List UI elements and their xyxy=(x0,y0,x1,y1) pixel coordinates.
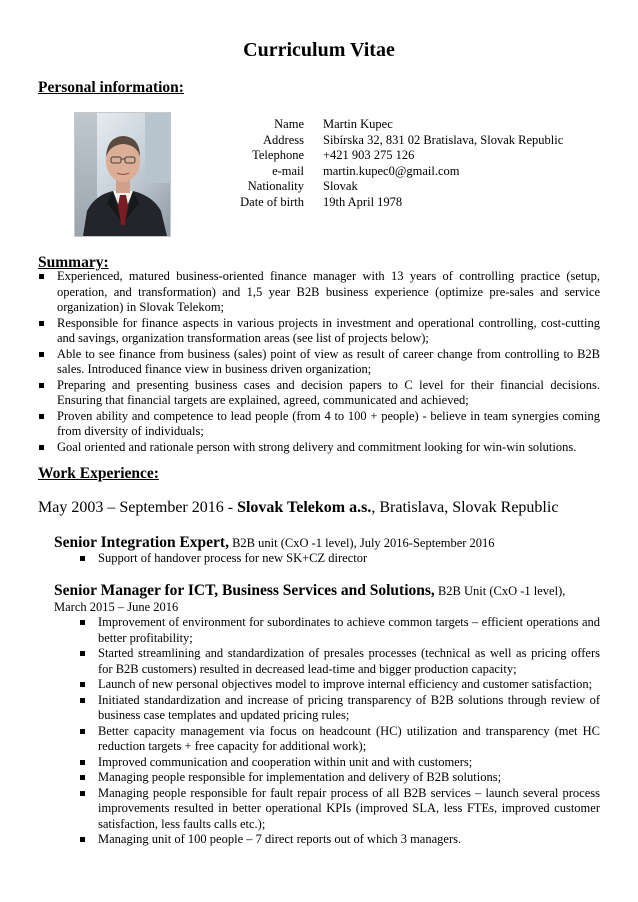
job-item-text: Launch of new personal objectives model to improve internal efficiency and customer satisfaction; xyxy=(98,677,593,691)
portrait-photo-icon xyxy=(75,113,170,236)
bullet-square-icon xyxy=(39,445,44,450)
job-item xyxy=(79,786,600,833)
personal-info-table xyxy=(200,117,563,211)
job-item-text: Managing unit of 100 people – 7 direct reports out of which 3 managers. xyxy=(98,832,462,846)
bullet-square-icon xyxy=(80,760,85,765)
employer-location: , Bratislava, Slovak Republic xyxy=(371,499,559,516)
summary-item xyxy=(38,347,600,378)
summary-item xyxy=(38,316,600,347)
job-item xyxy=(79,724,600,755)
job-item xyxy=(79,755,600,771)
summary-item xyxy=(38,378,600,409)
summary-item-text: Preparing and presenting business cases and decision papers to C level for their financial decisions. Ensuring that financial targets are explained, agreed, communicated and achieved; xyxy=(57,377,600,407)
job-heading xyxy=(54,583,600,615)
bullet-square-icon xyxy=(80,698,85,703)
nationality-label: Nationality xyxy=(247,179,304,194)
summary-item-text: Proven ability and competence to lead people (from 4 to 100 + people) - believe in team synergies coming from diversity of individuals; xyxy=(57,408,600,438)
date-of-birth-label: Date of birth xyxy=(240,194,304,209)
job-item xyxy=(79,677,600,693)
summary-list xyxy=(38,269,600,455)
job-title: Senior Manager for ICT, Business Services and Solutions, xyxy=(54,582,435,599)
job-item-text: Improved communication and cooperation within unit and with customers; xyxy=(98,754,473,769)
bullet-square-icon xyxy=(80,729,85,734)
job-item-text: Started streamlining and standardization of presales processes (technical as well as pricing offers for B2B customers) resulted in decreased lead-time and bigger production capacity; xyxy=(98,646,600,676)
job-title: Senior Integration Expert, xyxy=(54,534,229,551)
bullet-square-icon xyxy=(80,775,85,780)
job-item-text: Initiated standardization and increase of pricing transparency of B2B solutions through review of business case templates and updated pricing rules; xyxy=(98,692,600,722)
job-item-text: Managing people responsible for implementation and delivery of B2B solutions; xyxy=(98,770,502,784)
info-row-name xyxy=(200,117,563,133)
bullet-square-icon xyxy=(80,791,85,796)
personal-information-heading: Personal information: xyxy=(38,79,184,96)
telephone-value: +421 903 275 126 xyxy=(323,148,415,163)
job-item xyxy=(79,646,600,677)
job-item xyxy=(79,770,600,786)
job-item xyxy=(79,693,600,724)
info-row-address xyxy=(200,133,563,149)
bullet-square-icon xyxy=(39,352,44,357)
address-value: Sibírska 32, 831 02 Bratislava, Slovak Republic xyxy=(323,132,564,147)
address-label: Address xyxy=(263,132,304,147)
job-item xyxy=(79,615,600,646)
bullet-square-icon xyxy=(39,414,44,419)
bullet-square-icon xyxy=(80,837,85,842)
summary-heading: Summary: xyxy=(38,254,109,271)
summary-item-text: Goal oriented and rationale person with strong delivery and commitment looking for win-win solutions. xyxy=(57,439,577,454)
job-item-text: Better capacity management via focus on headcount (HC) utilization and transparency (met HC reduction targets + free capacity for additional work); xyxy=(98,723,600,753)
employer-company: Slovak Telekom a.s. xyxy=(237,499,372,516)
job-item-text: Managing people responsible for fault repair process of all B2B services – launch several process improvements resulted in better operational KPIs (improved SLA, less FTEs, improved customer satisfaction, less faults calls etc.); xyxy=(98,785,600,831)
employer-line xyxy=(38,498,558,518)
info-row-date-of-birth xyxy=(200,195,563,211)
summary-item xyxy=(38,409,600,440)
summary-item xyxy=(38,269,600,316)
bullet-square-icon xyxy=(39,274,44,279)
portrait-photo xyxy=(74,112,171,237)
summary-item xyxy=(38,440,600,456)
date-of-birth-value: 19th April 1978 xyxy=(323,194,403,209)
info-row-telephone xyxy=(200,148,563,164)
summary-item-text: Responsible for finance aspects in various projects in investment and operational controlling, cost-cutting and savings, organization transformation areas (see list of projects below); xyxy=(57,315,600,345)
bullet-square-icon xyxy=(80,651,85,656)
employment-period: May 2003 – September 2016 - xyxy=(38,499,238,516)
job-detail: B2B unit (CxO -1 level), July 2016-September 2016 xyxy=(228,536,495,550)
email-label: e-mail xyxy=(272,163,304,178)
nationality-value: Slovak xyxy=(323,179,358,194)
job-item xyxy=(79,832,600,848)
bullet-square-icon xyxy=(80,682,85,687)
document-title: Curriculum Vitae xyxy=(243,39,395,61)
bullet-square-icon xyxy=(80,556,85,561)
summary-item-text: Able to see finance from business (sales) point of view as result of career change from controlling to B2B sales. Introduced finance view in business driven organization; xyxy=(57,346,600,376)
email-value: martin.kupec0@gmail.com xyxy=(323,163,460,178)
bullet-square-icon xyxy=(39,321,44,326)
job-item-text: Improvement of environment for subordinates to achieve common targets – efficient operations and better profitability; xyxy=(98,615,600,645)
job-heading xyxy=(54,535,600,552)
name-label: Name xyxy=(274,117,304,131)
job-item-text: Support of handover process for new SK+CZ director xyxy=(98,551,368,565)
bullet-square-icon xyxy=(39,383,44,388)
summary-item-text: Experienced, matured business-oriented finance manager with 13 years of controlling practice (setup, operation, and transformation) and 1,5 year B2B business experience (optimize pre-sales and service organization) in Slovak Telekom; xyxy=(57,269,600,314)
job-detail: B2B Unit (CxO -1 level), March 2015 – June 2016 xyxy=(54,584,566,614)
job-responsibilities-list xyxy=(79,615,600,848)
info-row-email xyxy=(200,164,563,180)
info-row-nationality xyxy=(200,179,563,195)
job-responsibilities-list xyxy=(79,551,600,567)
work-experience-heading: Work Experience: xyxy=(38,465,159,482)
bullet-square-icon xyxy=(80,620,85,625)
telephone-label: Telephone xyxy=(252,148,304,163)
job-item xyxy=(79,551,600,567)
name-value: Martin Kupec xyxy=(323,117,393,131)
